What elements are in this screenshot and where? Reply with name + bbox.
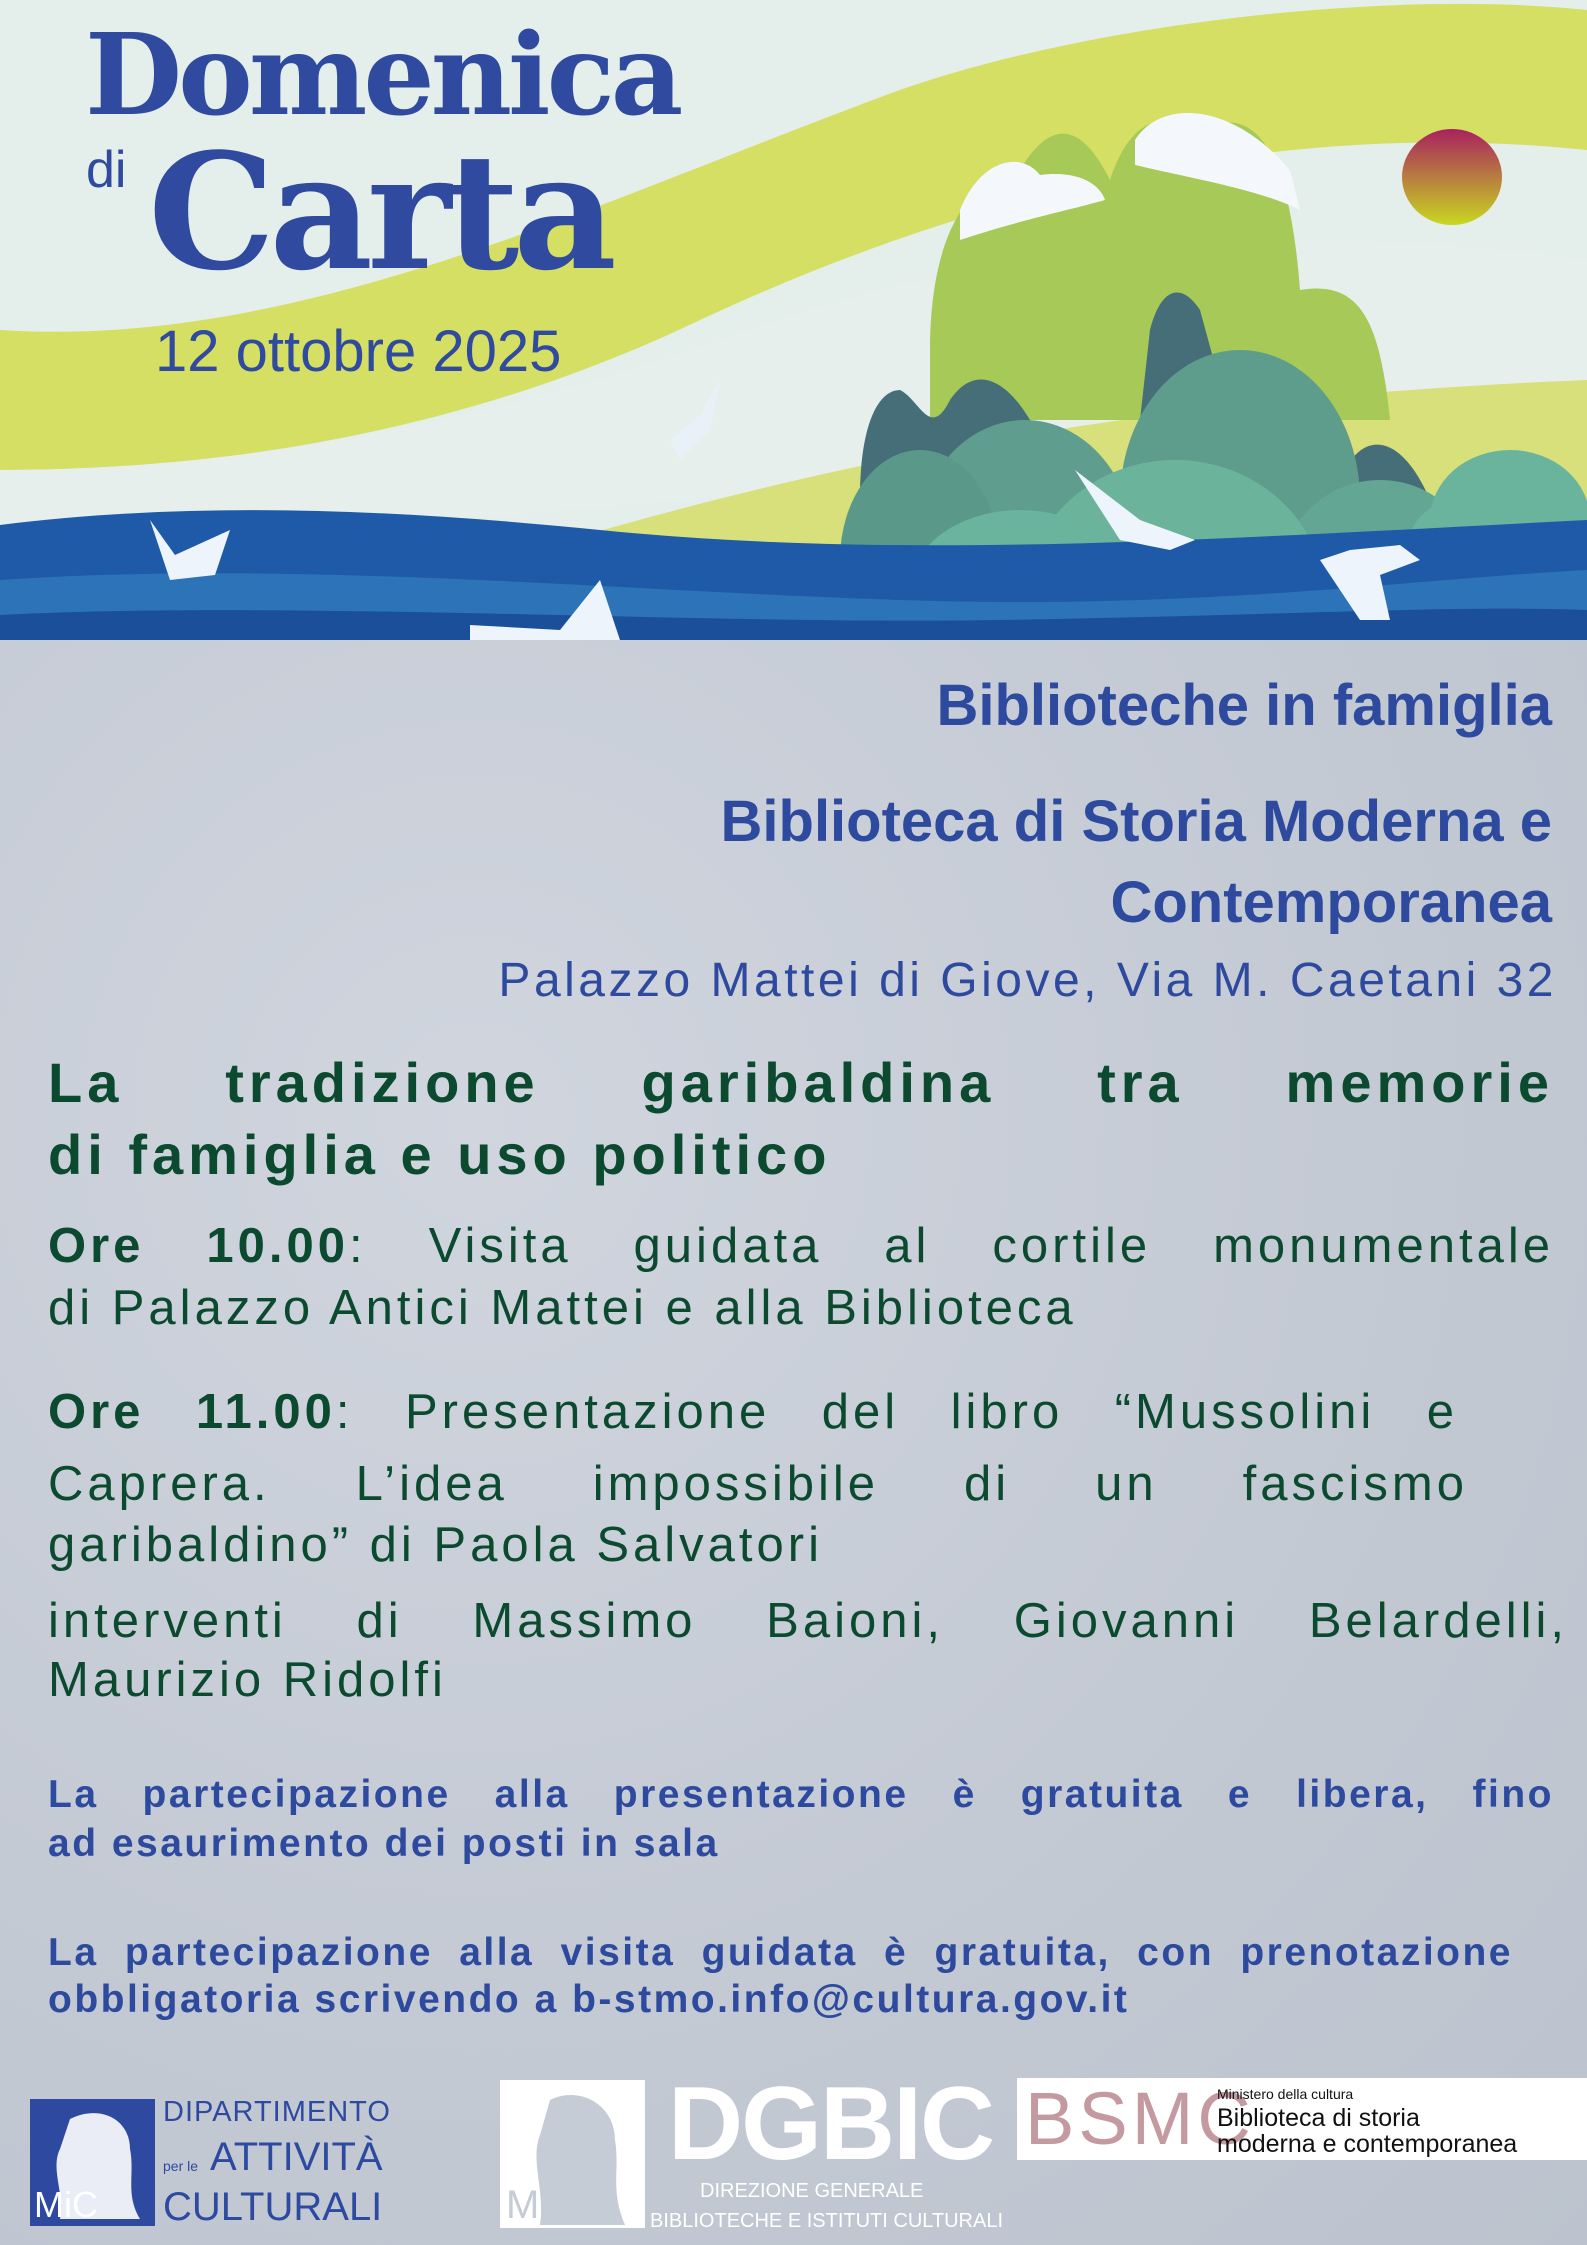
bsmc-ministry: Ministero della cultura bbox=[1217, 2086, 1354, 2102]
program-text: : Visita guidata al cortile monumentale bbox=[349, 1219, 1554, 1273]
dept-perle: per le bbox=[163, 2158, 199, 2174]
dept-line1: DIPARTIMENTO bbox=[163, 2096, 391, 2128]
presentation-note-line1: La partecipazione alla presentazione è gratuita e libera, fino bbox=[48, 1773, 1554, 1816]
program-item-2-line3: garibaldino” di Paola Salvatori bbox=[48, 1518, 823, 1572]
dgbic-sub1: DIREZIONE GENERALE bbox=[700, 2180, 924, 2202]
venue-line1: Biblioteca di Storia Moderna e bbox=[720, 789, 1552, 854]
dgbic-name: DGBIC bbox=[668, 2066, 994, 2182]
dgbic-mic-logo bbox=[500, 2080, 645, 2228]
venue-address: Palazzo Mattei di Giove, Via M. Caetani 32 bbox=[498, 954, 1557, 1007]
dgbic-sub2: BIBLIOTECHE E ISTITUTI CULTURALI bbox=[650, 2210, 1004, 2232]
title-di: di bbox=[86, 141, 127, 199]
speakers-line1: interventi di Massimo Baioni, Giovanni Belardelli, bbox=[48, 1594, 1568, 1648]
mic-logo bbox=[30, 2099, 155, 2226]
mic-label: MiC bbox=[34, 2184, 98, 2225]
speakers-line2: Maurizio Ridolfi bbox=[48, 1653, 447, 1707]
header-illustration bbox=[0, 0, 1587, 640]
event-title-line1: La tradizione garibaldina tra memorie bbox=[48, 1051, 1554, 1114]
dept-line2: ATTIVITÀ bbox=[210, 2135, 383, 2179]
presentation-note-line2: ad esaurimento dei posti in sala bbox=[48, 1822, 720, 1865]
bsmc-line2: moderna e contemporanea bbox=[1217, 2130, 1518, 2158]
bsmc-line1: Biblioteca di storia bbox=[1217, 2104, 1420, 2132]
dept-line3: CULTURALI bbox=[163, 2185, 383, 2229]
series-title: Biblioteche in famiglia bbox=[936, 673, 1552, 738]
program-item-2-line1 bbox=[48, 1384, 1458, 1440]
event-date: 12 ottobre 2025 bbox=[155, 319, 562, 384]
venue-line2: Contemporanea bbox=[1110, 870, 1552, 935]
visit-note-text: obbligatoria scrivendo a bbox=[48, 1978, 573, 2021]
program-item-1-line1 bbox=[48, 1218, 1554, 1274]
visit-note-line1: La partecipazione alla visita guidata è gratuita, con prenotazione bbox=[48, 1931, 1513, 1974]
program-item-2-line2: Caprera. L’idea impossibile di un fascismo bbox=[48, 1457, 1468, 1511]
bsmc-logo bbox=[1017, 2078, 1587, 2160]
sun-icon bbox=[1402, 129, 1502, 225]
mic-label: MiC bbox=[506, 2183, 578, 2227]
bsmc-mark: BSMC bbox=[1025, 2077, 1255, 2160]
program-text: : Presentazione del libro “Mussolini e bbox=[335, 1385, 1458, 1439]
program-item-1-line2: di Palazzo Antici Mattei e alla Biblioteca bbox=[48, 1281, 1077, 1335]
event-title-line2: di famiglia e uso politico bbox=[48, 1123, 832, 1186]
title-domenica: Domenica bbox=[85, 10, 680, 141]
title-carta: Carta bbox=[148, 118, 611, 306]
email-link[interactable]: b-stmo.info@cultura.gov.it bbox=[572, 1978, 1130, 2021]
program-time: Ore 10.00 bbox=[48, 1219, 350, 1273]
program-time: Ore 11.00 bbox=[48, 1385, 336, 1439]
visit-note-line2 bbox=[48, 1978, 1129, 2022]
